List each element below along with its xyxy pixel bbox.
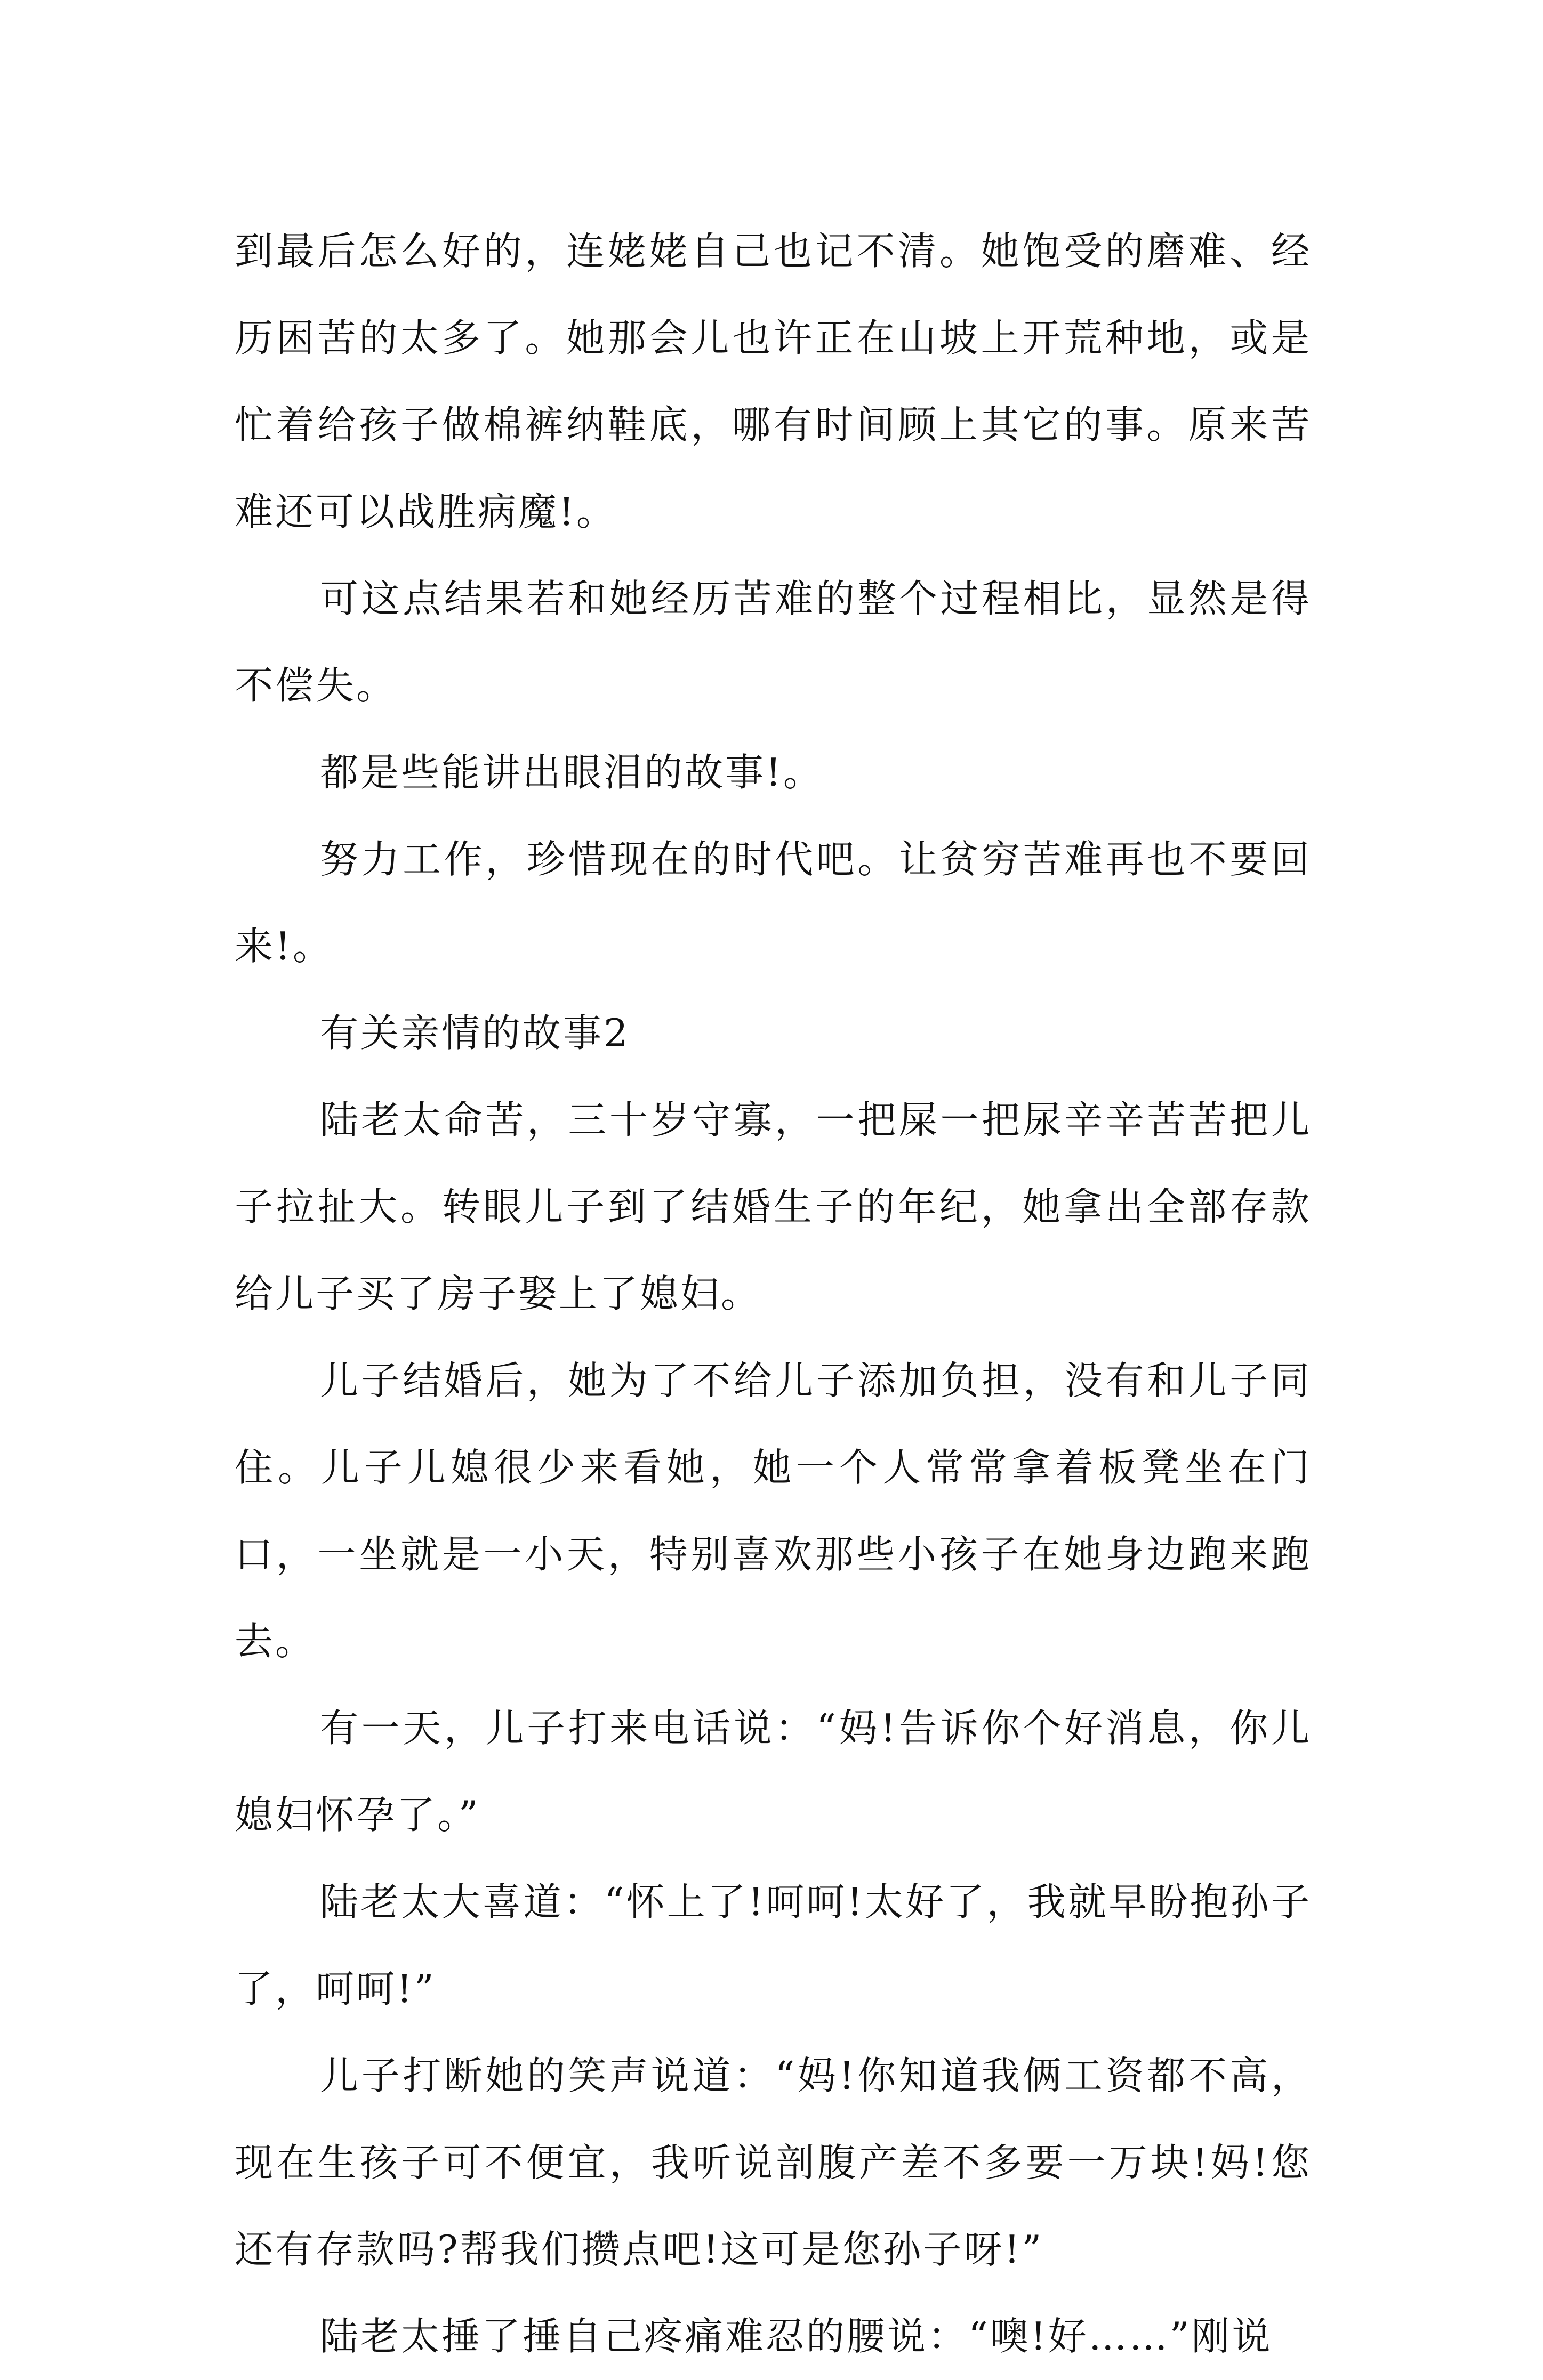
paragraph-4: 努力工作，珍惜现在的时代吧。让贫穷苦难再也不要回来!。	[235, 837, 1312, 969]
paragraph-7: 儿子结婚后，她为了不给儿子添加负担，没有和儿子同住。儿子儿媳很少来看她，她一个人常常拿着板凳坐在门口，一坐就是一小天，特别喜欢那些小孩子在她身边跑来跑去。	[235, 1358, 1312, 1664]
paragraph-10: 儿子打断她的笑声说道：“妈!你知道我俩工资都不高，现在生孩子可不便宜，我听说剖腹产差不多要一万块!妈!您还有存款吗?帮我们攒点吧!这可是您孙子呀!”	[235, 2053, 1312, 2272]
document-body	[235, 208, 1312, 2380]
paragraph-9: 陆老太大喜道：“怀上了!呵呵!太好了，我就早盼抱孙子了，呵呵!”	[235, 1879, 1312, 2011]
paragraph-1: 到最后怎么好的，连姥姥自己也记不清。她饱受的磨难、经历困苦的太多了。她那会儿也许正在山坡上开荒种地，或是忙着给孩子做棉裤纳鞋底，哪有时间顾上其它的事。原来苦难还可以战胜病魔!。	[235, 229, 1312, 534]
paragraph-3: 都是些能讲出眼泪的故事!。	[320, 750, 824, 795]
paragraph-11: 陆老太捶了捶自己疼痛难忍的腰说：“噢!好……”刚说	[320, 2314, 1273, 2359]
section-heading: 有关亲情的故事2	[320, 1011, 630, 1055]
paragraph-6: 陆老太命苦，三十岁守寡，一把屎一把尿辛辛苦苦把儿子拉扯大。转眼儿子到了结婚生子的年纪，她拿出全部存款给儿子买了房子娶上了媳妇。	[235, 1098, 1312, 1316]
paragraph-2: 可这点结果若和她经历苦难的整个过程相比，显然是得不偿失。	[235, 576, 1312, 708]
paragraph-8: 有一天，儿子打来电话说：“妈!告诉你个好消息，你儿媳妇怀孕了。”	[235, 1706, 1312, 1837]
